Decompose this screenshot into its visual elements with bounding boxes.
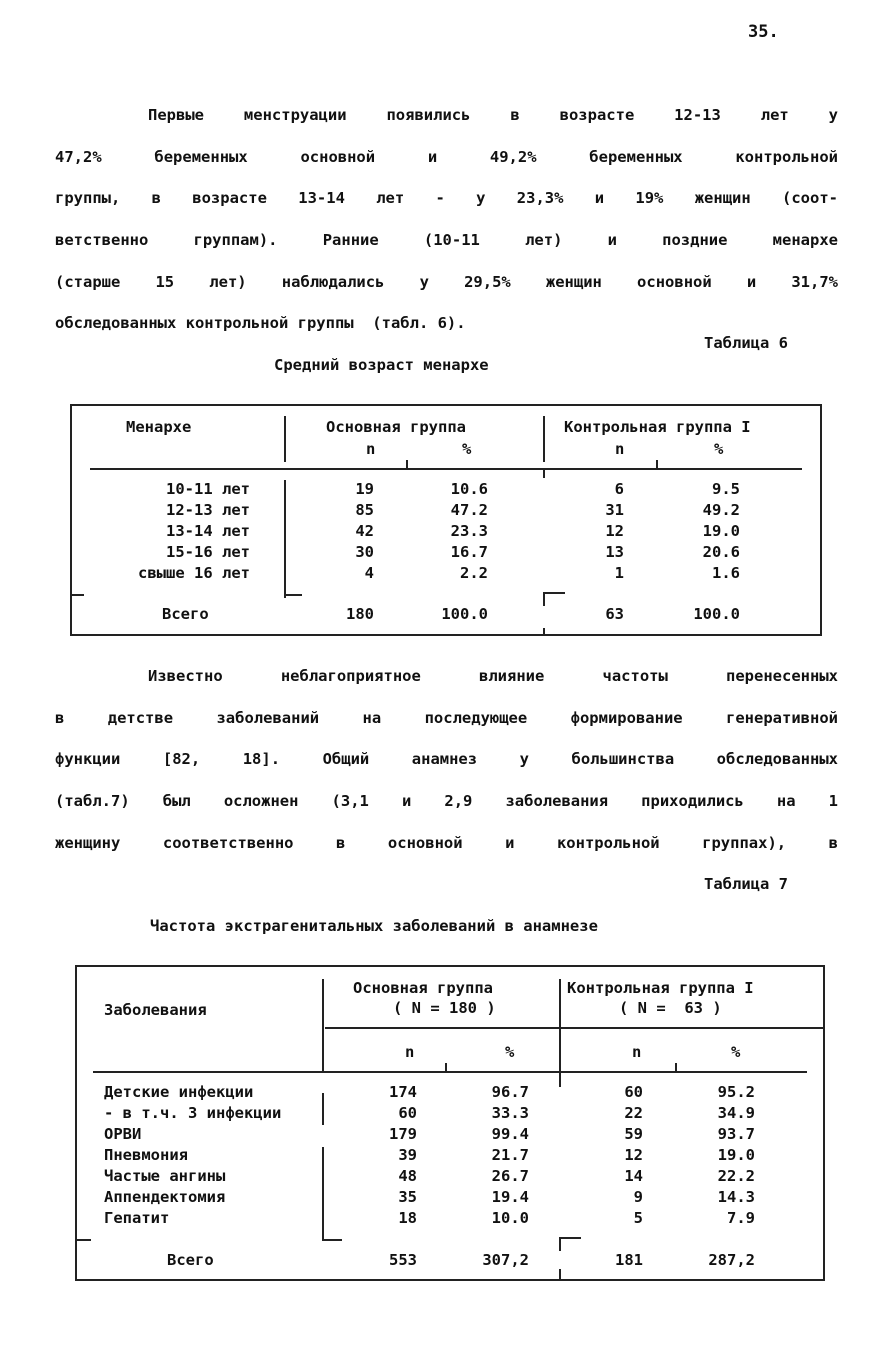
table7-cell-n1: 39 — [398, 1146, 417, 1164]
table6-total-pct2: 100.0 — [693, 605, 740, 623]
table6-cell-pct1: 10.6 — [450, 480, 488, 498]
table6-group2-header: Контрольная группа I — [564, 418, 751, 436]
table7-col-label: Заболевания — [104, 1001, 207, 1019]
table6-cell-label: 12-13 лет — [166, 501, 250, 519]
paragraph2-line-1: Известно неблагоприятное влияние частоты перенесенных — [148, 667, 838, 685]
table6-title: Средний возраст менархе — [274, 356, 489, 374]
table7-cell-pct1: 10.0 — [491, 1209, 529, 1227]
table7-cell-n1: 35 — [398, 1188, 417, 1206]
table7-cell-n1: 174 — [389, 1083, 417, 1101]
table6-cell-n1: 19 — [355, 480, 374, 498]
table7-cell-pct2: 34.9 — [717, 1104, 755, 1122]
table7-cell-pct2: 7.9 — [727, 1209, 755, 1227]
table6-cell-label: 10-11 лет — [166, 480, 250, 498]
table7-group2-n: ( N = 63 ) — [619, 999, 722, 1017]
table7-group2-header: Контрольная группа I — [567, 979, 754, 997]
paragraph2-line-3: функции [82, 18]. Общий анамнез у большинства обследованных — [55, 750, 838, 768]
paragraph1-line-3: группы, в возрасте 13-14 лет - у 23,3% и 19% женщин (соот- — [55, 189, 838, 207]
paragraph2-line-5: женщину соответственно в основной и контрольной группах), в — [55, 834, 838, 852]
paragraph1-line-1: Первые менструации появились в возрасте 12-13 лет у — [148, 106, 838, 124]
table6-label: Таблица 6 — [704, 334, 788, 352]
table7-cell-pct2: 93.7 — [717, 1125, 755, 1143]
table6-cell-n1: 42 — [355, 522, 374, 540]
table7-cell-pct1: 21.7 — [491, 1146, 529, 1164]
table6-col-label: Менархе — [126, 418, 192, 436]
table6-g2-n-header: n — [615, 440, 625, 458]
table6-cell-n1: 4 — [364, 564, 374, 582]
table7 — [75, 965, 825, 1281]
table6-cell-label: свыше 16 лет — [138, 564, 250, 582]
table7-cell-pct2: 19.0 — [717, 1146, 755, 1164]
table7-total-n2: 181 — [615, 1251, 643, 1269]
paragraph2-line-4: (табл.7) был осложнен (3,1 и 2,9 заболевания приходились на 1 — [55, 792, 838, 810]
table7-cell-n2: 60 — [624, 1083, 643, 1101]
table7-cell-pct2: 14.3 — [717, 1188, 755, 1206]
table7-cell-pct1: 19.4 — [491, 1188, 529, 1206]
table7-total-pct2: 287,2 — [708, 1251, 755, 1269]
table6-group1-header: Основная группа — [326, 418, 466, 436]
table6-total-n1: 180 — [346, 605, 374, 623]
table6-cell-n2: 31 — [605, 501, 624, 519]
table6-g1-n-header: n — [366, 440, 376, 458]
table7-cell-pct2: 22.2 — [717, 1167, 755, 1185]
table6-g2-pct-header: % — [714, 440, 724, 458]
table7-cell-n1: 18 — [398, 1209, 417, 1227]
table6-cell-label: 13-14 лет — [166, 522, 250, 540]
table7-total-pct1: 307,2 — [482, 1251, 529, 1269]
table7-group1-header: Основная группа — [353, 979, 493, 997]
table6-cell-n2: 6 — [614, 480, 624, 498]
table7-cell-pct1: 96.7 — [491, 1083, 529, 1101]
table6-g1-pct-header: % — [462, 440, 472, 458]
table6-cell-pct1: 47.2 — [450, 501, 488, 519]
paragraph1-line-5: (старше 15 лет) наблюдались у 29,5% женщин основной и 31,7% — [55, 273, 838, 291]
page-number: 35. — [748, 22, 779, 42]
table7-cell-pct1: 33.3 — [491, 1104, 529, 1122]
paragraph2-line-2: в детстве заболеваний на последующее формирование генеративной — [55, 709, 838, 727]
table7-cell-n1: 179 — [389, 1125, 417, 1143]
table6-total-n2: 63 — [605, 605, 624, 623]
table7-cell-n2: 9 — [633, 1188, 643, 1206]
table7-g2-pct-header: % — [731, 1043, 741, 1061]
table6-cell-n1: 30 — [355, 543, 374, 561]
table6-cell-pct2: 19.0 — [702, 522, 740, 540]
table7-cell-label: Пневмония — [104, 1146, 188, 1164]
table6-cell-n1: 85 — [355, 501, 374, 519]
table6-total-pct1: 100.0 — [441, 605, 488, 623]
table7-cell-label: - в т.ч. 3 инфекции — [104, 1104, 282, 1122]
table7-total-n1: 553 — [389, 1251, 417, 1269]
table7-cell-n1: 48 — [398, 1167, 417, 1185]
table6-cell-pct2: 1.6 — [712, 564, 740, 582]
table6-cell-n2: 12 — [605, 522, 624, 540]
table6-cell-label: 15-16 лет — [166, 543, 250, 561]
table7-cell-pct1: 26.7 — [491, 1167, 529, 1185]
table7-label: Таблица 7 — [704, 875, 788, 893]
table7-g1-pct-header: % — [505, 1043, 515, 1061]
paragraph1-line-4: ветственно группам). Ранние (10-11 лет) и поздние менархе — [55, 231, 838, 249]
table6-cell-pct2: 49.2 — [702, 501, 740, 519]
table6-cell-pct2: 20.6 — [702, 543, 740, 561]
table6-cell-pct1: 2.2 — [460, 564, 488, 582]
table7-cell-label: Гепатит — [104, 1209, 170, 1227]
table6-cell-pct1: 16.7 — [450, 543, 488, 561]
table6-cell-n2: 13 — [605, 543, 624, 561]
table7-cell-n1: 60 — [398, 1104, 417, 1122]
table6 — [70, 404, 822, 636]
table7-title: Частота экстрагенитальных заболеваний в анамнезе — [150, 917, 598, 935]
paragraph1-line-6: обследованных контрольной группы (табл. 6). — [55, 314, 466, 332]
table7-cell-n2: 22 — [624, 1104, 643, 1122]
paragraph1-line-2: 47,2% беременных основной и 49,2% беременных контрольной — [55, 148, 838, 166]
table6-cell-n2: 1 — [614, 564, 624, 582]
table7-cell-pct2: 95.2 — [717, 1083, 755, 1101]
table7-group1-n: ( N = 180 ) — [393, 999, 496, 1017]
table6-cell-pct1: 23.3 — [450, 522, 488, 540]
table7-cell-n2: 5 — [633, 1209, 643, 1227]
table7-g1-n-header: n — [405, 1043, 415, 1061]
table7-total-label: Всего — [167, 1251, 214, 1269]
table7-g2-n-header: n — [632, 1043, 642, 1061]
table7-cell-label: Детские инфекции — [104, 1083, 254, 1101]
table7-cell-label: Аппендектомия — [104, 1188, 226, 1206]
table6-total-label: Всего — [162, 605, 209, 623]
table7-cell-pct1: 99.4 — [491, 1125, 529, 1143]
table7-cell-label: Частые ангины — [104, 1167, 226, 1185]
table7-cell-n2: 14 — [624, 1167, 643, 1185]
table7-cell-n2: 59 — [624, 1125, 643, 1143]
table7-cell-label: ОРВИ — [104, 1125, 142, 1143]
table6-cell-pct2: 9.5 — [712, 480, 740, 498]
table7-cell-n2: 12 — [624, 1146, 643, 1164]
